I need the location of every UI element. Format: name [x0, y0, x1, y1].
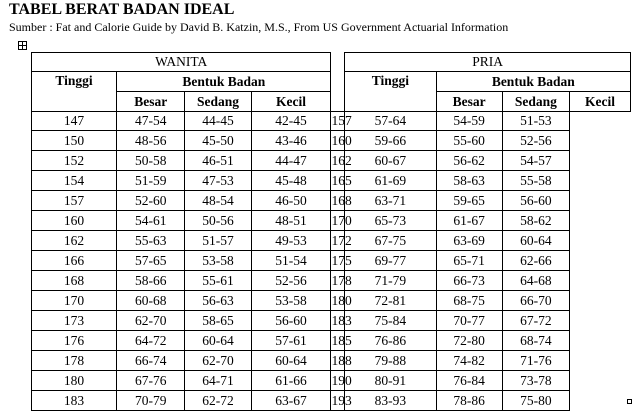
women-medium-cell: 44-45 — [185, 112, 251, 131]
women-height-cell: 180 — [32, 371, 117, 391]
women-medium-cell: 50-56 — [185, 211, 251, 231]
table-row — [32, 251, 631, 271]
men-large-cell: 59-66 — [345, 131, 436, 151]
women-medium-cell: 46-51 — [185, 151, 251, 171]
men-medium-cell: 65-71 — [436, 251, 502, 271]
men-medium-cell: 61-67 — [436, 211, 502, 231]
men-small-cell: 51-53 — [502, 112, 569, 131]
women-height-cell: 176 — [32, 331, 117, 351]
women-large-cell: 58-66 — [117, 271, 185, 291]
women-medium-cell: 47-53 — [185, 171, 251, 191]
men-height-cell: 168 — [331, 191, 345, 211]
men-large-cell: 63-71 — [345, 191, 436, 211]
men-medium-cell: 54-59 — [436, 112, 502, 131]
women-medium-cell: 45-50 — [185, 131, 251, 151]
men-height-cell: 183 — [331, 311, 345, 331]
women-height-cell: 157 — [32, 191, 117, 211]
women-small-cell: 52-56 — [251, 271, 331, 291]
men-height-cell: 180 — [331, 291, 345, 311]
women-small-cell: 56-60 — [251, 311, 331, 331]
women-height-cell: 150 — [32, 131, 117, 151]
men-large-cell: 69-77 — [345, 251, 436, 271]
men-medium-cell: 70-77 — [436, 311, 502, 331]
men-medium-cell: 63-69 — [436, 231, 502, 251]
men-height-cell: 170 — [331, 211, 345, 231]
men-height-cell: 165 — [331, 171, 345, 191]
men-small-cell: 54-57 — [502, 151, 569, 171]
table-gap — [331, 53, 345, 112]
table-row — [32, 391, 631, 411]
women-small-cell: 49-53 — [251, 231, 331, 251]
men-height-cell: 175 — [331, 251, 345, 271]
women-large-cell: 60-68 — [117, 291, 185, 311]
table-row — [32, 371, 631, 391]
women-height-cell: 162 — [32, 231, 117, 251]
men-large-cell: 71-79 — [345, 271, 436, 291]
women-large-cell: 47-54 — [117, 112, 185, 131]
women-height-header: Tinggi — [32, 72, 117, 112]
men-small-cell: 75-80 — [502, 391, 569, 411]
women-large-header: Besar — [117, 92, 185, 112]
women-medium-cell: 62-70 — [185, 351, 251, 371]
men-medium-cell: 55-60 — [436, 131, 502, 151]
document-title: TABEL BERAT BADAN IDEAL — [9, 1, 235, 18]
men-height-cell: 162 — [331, 151, 345, 171]
table-row — [32, 112, 631, 131]
table-row — [32, 291, 631, 311]
women-small-cell: 57-61 — [251, 331, 331, 351]
women-section-label: WANITA — [32, 53, 331, 72]
table-row — [32, 211, 631, 231]
men-large-cell: 75-84 — [345, 311, 436, 331]
women-medium-cell: 62-72 — [185, 391, 251, 411]
women-body-type-header: Bentuk Badan — [117, 72, 331, 92]
men-large-cell: 57-64 — [345, 112, 436, 131]
table-row — [32, 171, 631, 191]
men-height-cell: 190 — [331, 371, 345, 391]
table-row — [32, 351, 631, 371]
men-small-header: Kecil — [569, 92, 630, 112]
women-small-cell: 44-47 — [251, 151, 331, 171]
men-section-label: PRIA — [345, 53, 631, 72]
women-medium-cell: 60-64 — [185, 331, 251, 351]
women-height-cell: 168 — [32, 271, 117, 291]
men-small-cell: 55-58 — [502, 171, 569, 191]
men-small-cell: 62-66 — [502, 251, 569, 271]
women-small-cell: 51-54 — [251, 251, 331, 271]
women-medium-cell: 53-58 — [185, 251, 251, 271]
men-height-cell: 157 — [331, 112, 345, 131]
women-small-cell: 61-66 — [251, 371, 331, 391]
men-small-cell: 73-78 — [502, 371, 569, 391]
men-small-cell: 58-62 — [502, 211, 569, 231]
men-small-cell: 64-68 — [502, 271, 569, 291]
men-large-cell: 72-81 — [345, 291, 436, 311]
men-large-cell: 60-67 — [345, 151, 436, 171]
men-medium-cell: 78-86 — [436, 391, 502, 411]
men-small-cell: 71-76 — [502, 351, 569, 371]
women-medium-cell: 51-57 — [185, 231, 251, 251]
women-large-cell: 70-79 — [117, 391, 185, 411]
ideal-weight-table — [31, 52, 631, 411]
table-row — [32, 131, 631, 151]
men-medium-header: Sedang — [502, 92, 569, 112]
women-medium-cell: 55-61 — [185, 271, 251, 291]
men-large-cell: 80-91 — [345, 371, 436, 391]
men-height-header: Tinggi — [345, 72, 436, 112]
men-small-cell: 56-60 — [502, 191, 569, 211]
men-large-cell: 76-86 — [345, 331, 436, 351]
women-height-cell: 154 — [32, 171, 117, 191]
women-large-cell: 51-59 — [117, 171, 185, 191]
table-row — [32, 331, 631, 351]
women-small-cell: 42-45 — [251, 112, 331, 131]
men-height-cell: 188 — [331, 351, 345, 371]
women-height-cell: 178 — [32, 351, 117, 371]
source-note: Sumber : Fat and Calorie Guide by David B. Katzin, M.S., From US Government Actuarial Information — [9, 20, 509, 34]
men-medium-cell: 56-62 — [436, 151, 502, 171]
men-medium-cell: 68-75 — [436, 291, 502, 311]
women-small-cell: 60-64 — [251, 351, 331, 371]
women-large-cell: 62-70 — [117, 311, 185, 331]
women-small-cell: 46-50 — [251, 191, 331, 211]
men-body-type-header: Bentuk Badan — [436, 72, 630, 92]
men-large-cell: 67-75 — [345, 231, 436, 251]
men-small-cell: 66-70 — [502, 291, 569, 311]
women-small-cell: 63-67 — [251, 391, 331, 411]
women-medium-cell: 56-63 — [185, 291, 251, 311]
men-medium-cell: 66-73 — [436, 271, 502, 291]
women-large-cell: 64-72 — [117, 331, 185, 351]
table-row — [32, 311, 631, 331]
women-large-cell: 52-60 — [117, 191, 185, 211]
men-large-cell: 83-93 — [345, 391, 436, 411]
men-medium-cell: 58-63 — [436, 171, 502, 191]
table-row — [32, 151, 631, 171]
women-height-cell: 173 — [32, 311, 117, 331]
table-move-handle-icon[interactable] — [18, 41, 27, 50]
men-small-cell: 60-64 — [502, 231, 569, 251]
women-height-cell: 147 — [32, 112, 117, 131]
women-height-cell: 152 — [32, 151, 117, 171]
men-small-cell: 68-74 — [502, 331, 569, 351]
men-small-cell: 67-72 — [502, 311, 569, 331]
women-height-cell: 160 — [32, 211, 117, 231]
men-height-cell: 185 — [331, 331, 345, 351]
women-height-cell: 166 — [32, 251, 117, 271]
men-height-cell: 172 — [331, 231, 345, 251]
women-medium-cell: 64-71 — [185, 371, 251, 391]
men-large-cell: 61-69 — [345, 171, 436, 191]
women-medium-header: Sedang — [185, 92, 251, 112]
women-large-cell: 48-56 — [117, 131, 185, 151]
table-row — [32, 271, 631, 291]
men-large-header: Besar — [436, 92, 502, 112]
women-small-cell: 43-46 — [251, 131, 331, 151]
women-small-cell: 53-58 — [251, 291, 331, 311]
women-small-header: Kecil — [251, 92, 331, 112]
men-height-cell: 193 — [331, 391, 345, 411]
men-height-cell: 160 — [331, 131, 345, 151]
section-header-row — [32, 53, 631, 72]
women-height-cell: 183 — [32, 391, 117, 411]
men-large-cell: 65-73 — [345, 211, 436, 231]
women-large-cell: 55-63 — [117, 231, 185, 251]
men-height-cell: 178 — [331, 271, 345, 291]
table-row — [32, 231, 631, 251]
table-row — [32, 191, 631, 211]
table-resize-handle[interactable] — [627, 399, 632, 404]
women-small-cell: 48-51 — [251, 211, 331, 231]
men-small-cell: 52-56 — [502, 131, 569, 151]
women-large-cell: 54-61 — [117, 211, 185, 231]
men-medium-cell: 72-80 — [436, 331, 502, 351]
women-large-cell: 67-76 — [117, 371, 185, 391]
women-small-cell: 45-48 — [251, 171, 331, 191]
men-medium-cell: 74-82 — [436, 351, 502, 371]
men-medium-cell: 76-84 — [436, 371, 502, 391]
men-large-cell: 79-88 — [345, 351, 436, 371]
women-height-cell: 170 — [32, 291, 117, 311]
women-medium-cell: 58-65 — [185, 311, 251, 331]
women-large-cell: 66-74 — [117, 351, 185, 371]
women-large-cell: 57-65 — [117, 251, 185, 271]
women-large-cell: 50-58 — [117, 151, 185, 171]
men-medium-cell: 59-65 — [436, 191, 502, 211]
women-medium-cell: 48-54 — [185, 191, 251, 211]
